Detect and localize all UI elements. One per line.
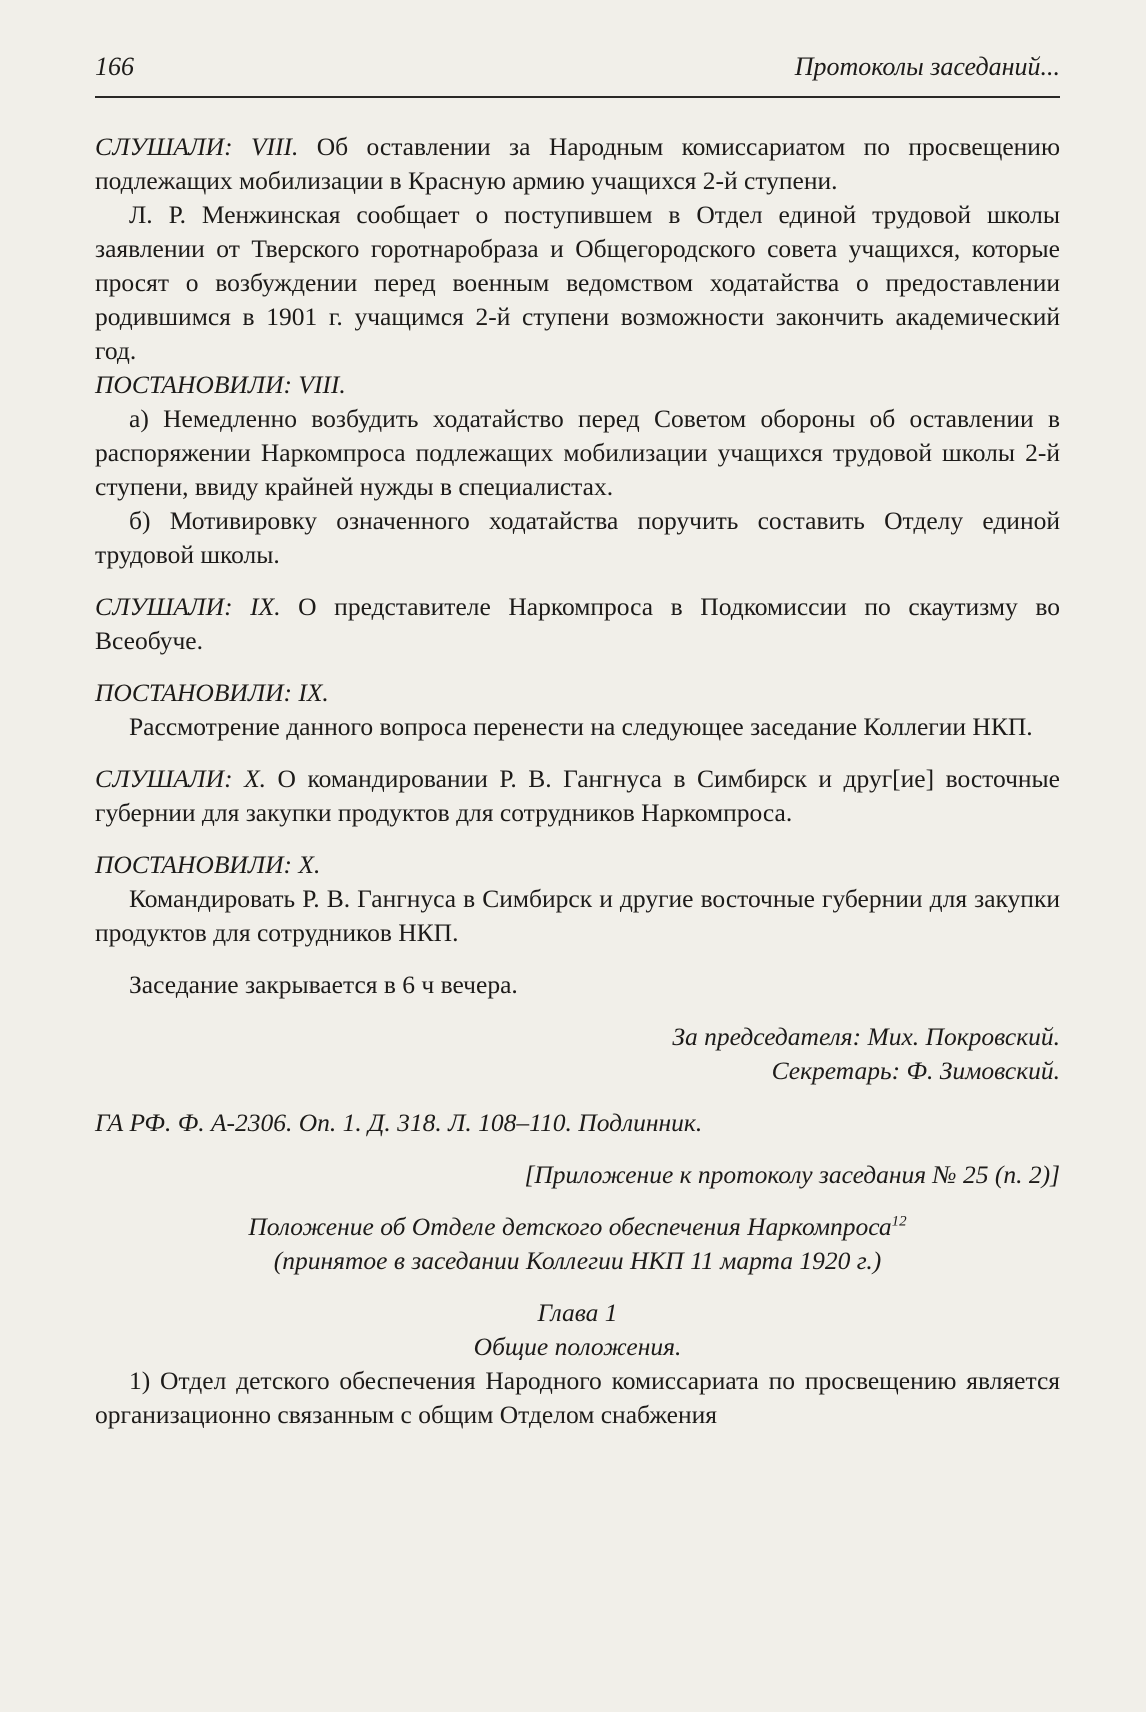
heard-viii	[95, 130, 1060, 198]
heard-ix	[95, 590, 1060, 658]
running-title: Протоколы заседаний...	[794, 52, 1060, 81]
appendix-title	[95, 1210, 1060, 1244]
appendix-item-1: 1) Отдел детского обеспечения Народного комиссариата по просвещению является организационно связанным с общим Отделом снабжения	[95, 1366, 1060, 1429]
document-body	[95, 130, 1060, 1432]
resolved-ix-text: Рассмотрение данного вопроса перенести на следующее заседание Коллегии НКП.	[129, 712, 1033, 741]
report-viii: Л. Р. Менжинская сообщает о поступившем в Отдел единой трудовой школы заявлении от Тверского горотнаробраза и Общегородского совета учащихся, которые просят о возбуждении перед военным ведомством ходатайства о предоставлении родившимся в 1901 г. учащимся 2-й ступени возможности закончить академический год.	[95, 200, 1060, 365]
closing-line: Заседание закрывается в 6 ч вечера.	[129, 970, 518, 999]
page-header	[95, 46, 1060, 98]
heard-ix-label: СЛУШАЛИ: IX.	[95, 592, 281, 621]
appendix-title-line1: Положение об Отделе детского обеспечения Наркомпроса	[248, 1212, 892, 1241]
heard-ix-text: О представителе Наркомпроса в Подкомиссии по скаутизму во Всеобуче.	[95, 592, 1060, 655]
appendix-note: [Приложение к протоколу заседания № 25 (п. 2)]	[524, 1160, 1060, 1189]
resolved-viii-label: ПОСТАНОВИЛИ: VIII.	[95, 370, 346, 399]
resolved-x-text: Командировать Р. В. Гангнуса в Симбирск и другие восточные губернии для закупки продуктов для сотрудников НКП.	[95, 884, 1060, 947]
appendix-subtitle: (принятое в заседании Коллегии НКП 11 марта 1920 г.)	[273, 1246, 882, 1275]
resolved-viii-item-a: а) Немедленно возбудить ходатайство перед Советом обороны об оставлении в распоряжении Наркомпроса подлежащих мобилизации учащихся трудовой школы 2-й ступени, ввиду крайней нужды в специалистах.	[95, 404, 1060, 501]
footnote-ref: 12	[891, 1213, 907, 1230]
heard-x-text: О командировании Р. В. Гангнуса в Симбирск и друг[ие] восточные губернии для закупки продуктов для сотрудников Наркомпроса.	[95, 764, 1060, 827]
chapter-number: Глава 1	[537, 1298, 618, 1327]
heard-viii-text: Об оставлении за Народным комиссариатом по просвещению подлежащих мобилизации в Красную армию учащихся 2-й ступени.	[95, 132, 1060, 195]
chair-signature: За председателя: Мих. Покровский.	[672, 1022, 1060, 1051]
chapter-title: Общие положения.	[473, 1332, 682, 1361]
page-number: 166	[95, 52, 134, 81]
resolved-viii-item-b: б) Мотивировку означенного ходатайства поручить составить Отделу единой трудовой школы.	[95, 506, 1060, 569]
resolved-ix-label: ПОСТАНОВИЛИ: IX.	[95, 678, 329, 707]
archive-reference: ГА РФ. Ф. А-2306. Оп. 1. Д. 318. Л. 108–110. Подлинник.	[95, 1108, 703, 1137]
resolved-x-label: ПОСТАНОВИЛИ: X.	[95, 850, 321, 879]
heard-x	[95, 762, 1060, 830]
heard-viii-label: СЛУШАЛИ: VIII.	[95, 132, 299, 161]
heard-x-label: СЛУШАЛИ: X.	[95, 764, 267, 793]
secretary-signature: Секретарь: Ф. Зимовский.	[771, 1056, 1060, 1085]
